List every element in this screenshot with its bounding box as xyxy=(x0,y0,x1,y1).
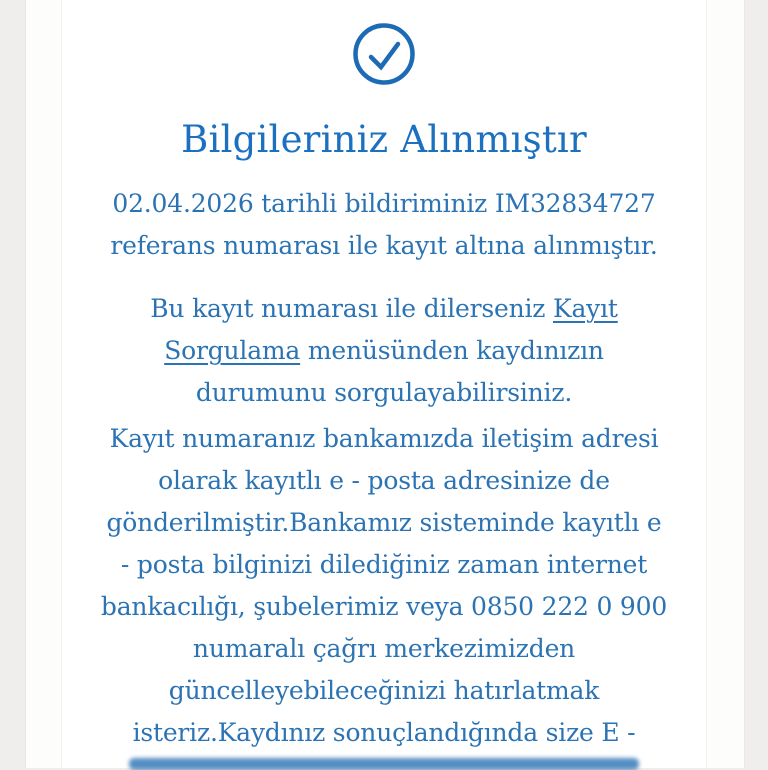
text-segment: güncelleyebileceğinizi hatırlatmak xyxy=(168,676,600,705)
text-line xyxy=(62,712,706,754)
text-segment: bankacılığı, şubelerimiz veya 0850 222 0 900 xyxy=(100,592,668,621)
cutoff-text-line xyxy=(129,758,639,770)
paragraph-registration-confirmation xyxy=(62,183,706,267)
check-circle-icon xyxy=(351,21,417,87)
text-segment: - posta bilginizi dilediğiniz zaman internet xyxy=(120,550,648,579)
page-container xyxy=(25,0,745,768)
text-segment: referans numarası ile kayıt altına alınmıştır. xyxy=(110,231,658,260)
text-segment: olarak kayıtlı e - posta adresinize de xyxy=(158,466,610,495)
text-segment: Bu kayıt numarası ile dilerseniz xyxy=(150,294,553,323)
text-segment: gönderilmiştir.Bankamız sisteminde kayıtlı e xyxy=(106,508,662,537)
text-line xyxy=(62,544,706,586)
kayit-sorgulama-link[interactable]: Kayıt xyxy=(553,294,618,323)
text-line xyxy=(62,586,706,628)
text-line xyxy=(62,502,706,544)
paragraph-query-info xyxy=(62,288,706,414)
text-segment: isteriz.Kaydınız sonuçlandığında size E - xyxy=(132,718,636,747)
text-line xyxy=(62,460,706,502)
text-line xyxy=(62,418,706,460)
paragraph-email-info xyxy=(62,418,706,754)
text-segment: 02.04.2026 tarihli bildiriminiz IM32834727 xyxy=(112,189,656,218)
text-line xyxy=(62,372,706,414)
text-segment: durumunu sorgulayabilirsiniz. xyxy=(195,378,573,407)
text-line xyxy=(62,330,706,372)
text-segment: menüsünden kaydınızın xyxy=(300,336,604,365)
text-line xyxy=(62,225,706,267)
kayit-sorgulama-link[interactable]: Sorgulama xyxy=(164,336,301,365)
text-line xyxy=(62,628,706,670)
paragraphs xyxy=(62,183,706,754)
page-title: Bilgileriniz Alınmıştır xyxy=(181,118,587,161)
confirmation-content xyxy=(62,0,706,768)
confirmation-card xyxy=(61,0,707,768)
text-line xyxy=(62,670,706,712)
text-line xyxy=(62,288,706,330)
text-line xyxy=(62,183,706,225)
text-segment: Kayıt numaranız bankamızda iletişim adresi xyxy=(109,424,659,453)
text-segment: numaralı çağrı merkezimizden xyxy=(192,634,576,663)
